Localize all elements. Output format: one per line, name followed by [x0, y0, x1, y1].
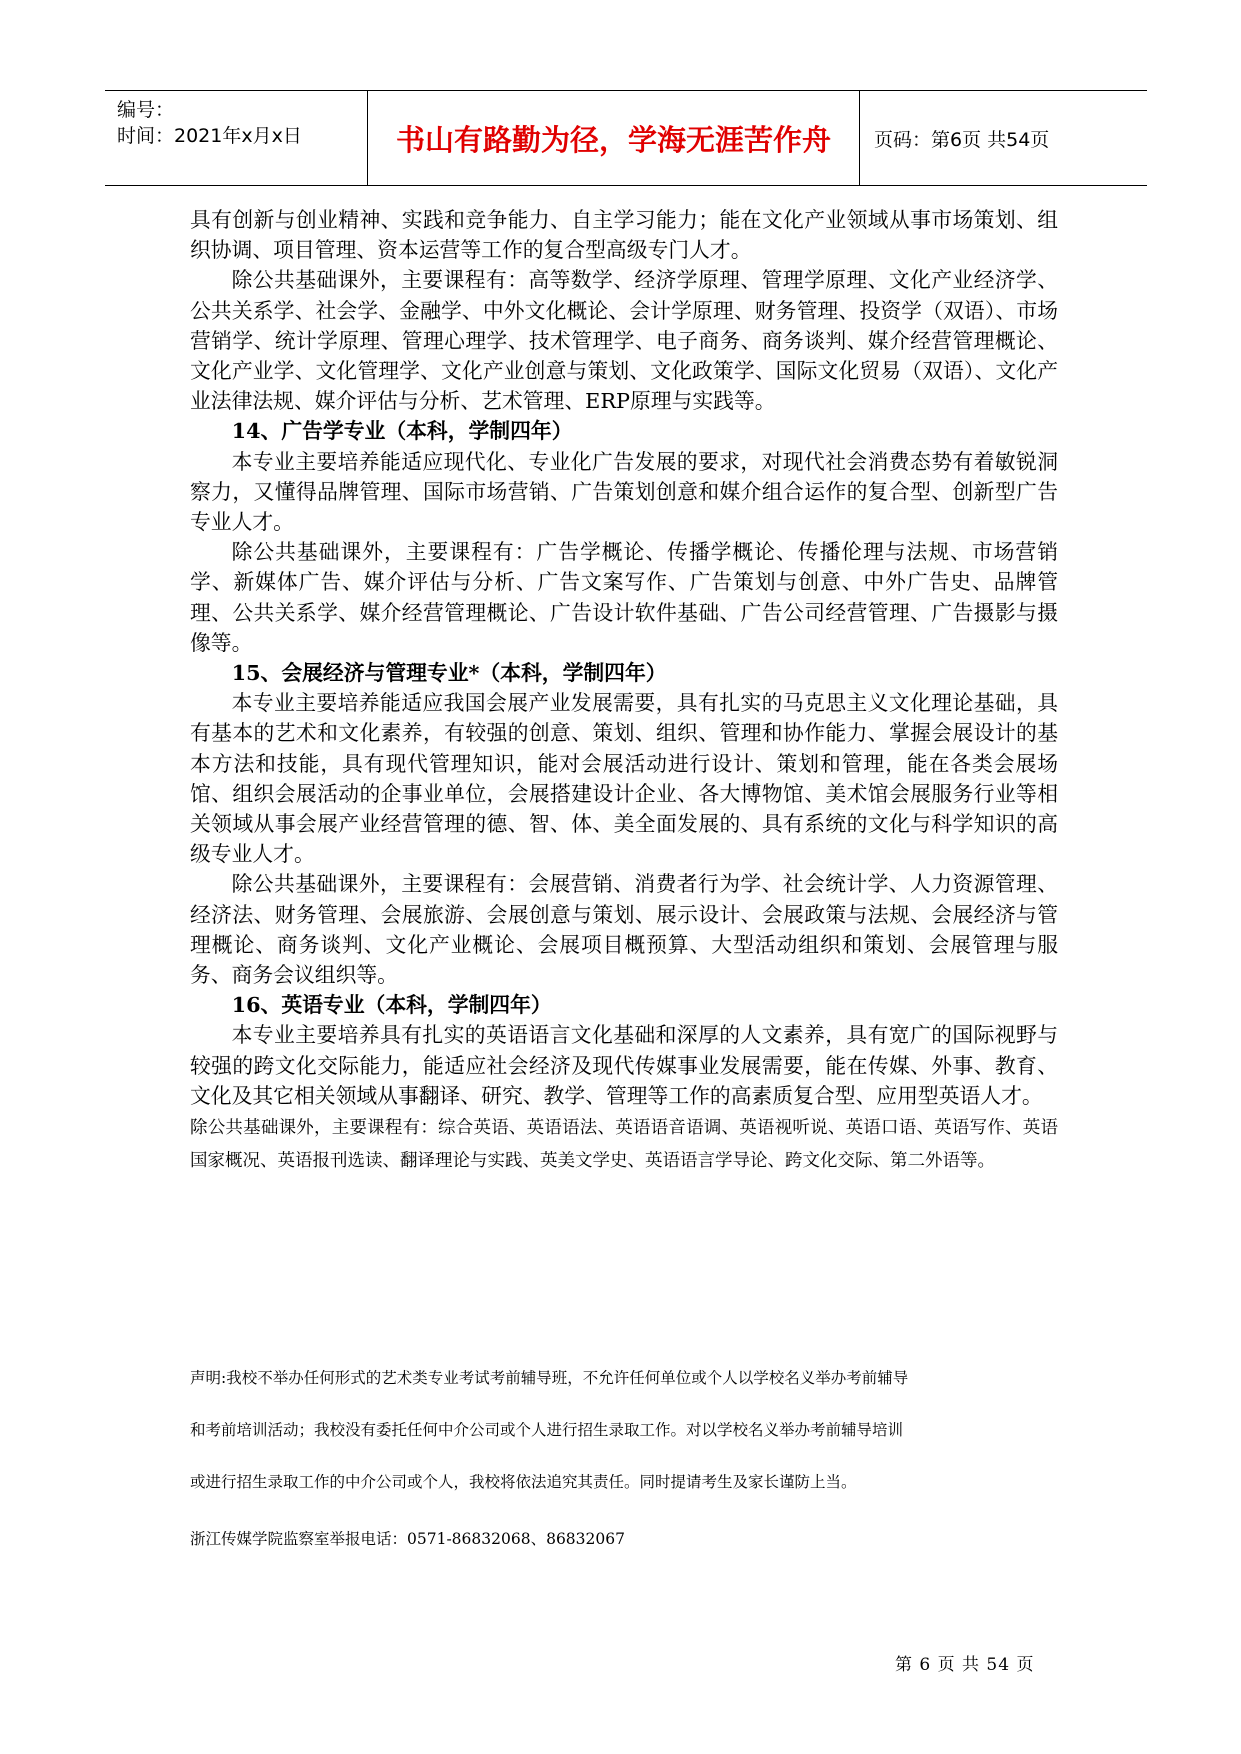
section-heading: 15、会展经济与管理专业*（本科，学制四年） [231, 660, 667, 686]
page-footer: 第 6 页 共 54 页 [895, 1655, 1035, 1675]
paragraph: 本专业主要培养具有扎实的英语语言文化基础和深厚的人文素养，具有宽广的国际视野与较强的跨文化交际能力，能适应社会经济及现代传媒事业发展需要，能在传媒、外事、教育、文化及其它相关领域从事翻译、研究、教学、管理等工作的高素质复合型、应用型英语人才。 [190, 1023, 1058, 1108]
paragraph: 除公共基础课外，主要课程有：高等数学、经济学原理、管理学原理、文化产业经济学、公共关系学、社会学、金融学、中外文化概论、会计学原理、财务管理、投资学（双语）、市场营销学、统计学原理、管理心理学、技术管理学、电子商务、商务谈判、媒介经营管理概论、文化产业学、文化管理学、文化产业创意与策划、文化政策学、国际文化贸易（双语）、文化产业法律法规、媒介评估与分析、艺术管理、ERP原理与实践等。 [190, 268, 1058, 414]
paragraph: 本专业主要培养能适应我国会展产业发展需要，具有扎实的马克思主义文化理论基础，具有基本的艺术和文化素养，有较强的创意、策划、组织、管理和协作能力、掌握会展设计的基本方法和技能，具有现代管理知识，能对会展活动进行设计、策划和管理，能在各类会展场馆、组织会展活动的企事业单位，会展搭建设计企业、各大博物馆、美术馆会展服务行业等相关领域从事会展产业经营管理的德、智、体、美全面发展的、具有系统的文化与科学知识的高级专业人才。 [190, 691, 1058, 867]
report-phone: 浙江传媒学院监察室举报电话：0571-86832068、86832067 [190, 1530, 625, 1548]
paragraph: 除公共基础课外，主要课程有：广告学概论、传播学概论、传播伦理与法规、市场营销学、新媒体广告、媒介评估与分析、广告文案写作、广告策划与创意、中外广告史、品牌管理、公共关系学、媒介经营管理概论、广告设计软件基础、广告公司经营管理、广告摄影与摄像等。 [190, 540, 1058, 655]
notice-line: 和考前培训活动；我校没有委托任何中介公司或个人进行招生录取工作。对以学校名义举办考前辅导培训 [190, 1421, 904, 1439]
paragraph: 具有创新与创业精神、实践和竞争能力、自主学习能力；能在文化产业领域从事市场策划、组织协调、项目管理、资本运营等工作的复合型高级专门人才。 [190, 208, 1058, 263]
paragraph: 除公共基础课外，主要课程有：综合英语、英语语法、英语语音语调、英语视听说、英语口语、英语写作、英语国家概况、英语报刊选读、翻译理论与实践、英美文学史、英语语言学导论、跨文化交际、第二外语等。 [190, 1118, 1058, 1172]
section-heading: 14、广告学专业（本科，学制四年） [231, 418, 573, 444]
paragraph: 本专业主要培养能适应现代化、专业化广告发展的要求，对现代社会消费态势有着敏锐洞察力，又懂得品牌管理、国际市场营销、广告策划创意和媒介组合运作的复合型、创新型广告专业人才。 [190, 449, 1058, 535]
document-number-label: 编号： [117, 99, 175, 121]
notice-statement [190, 1352, 1070, 1508]
section-heading: 16、英语专业（本科，学制四年） [231, 992, 552, 1018]
header-motto: 书山有路勤为径，学海无涯苦作舟 [395, 122, 831, 157]
document-time-label: 时间：2021年x月x日 [117, 125, 302, 147]
header-page-label: 页码：第6页 共54页 [874, 128, 1050, 151]
notice-line: 或进行招生录取工作的中介公司或个人，我校将依法追究其责任。同时提请考生及家长谨防上当。 [190, 1473, 857, 1491]
page-header [105, 90, 1147, 186]
document-body [190, 205, 1058, 1178]
header-meta [105, 91, 367, 185]
notice-line: 声明:我校不举办任何形式的艺术类专业考试考前辅导班，不允许任何单位或个人以学校名义举办考前辅导 [190, 1369, 909, 1387]
paragraph: 除公共基础课外，主要课程有：会展营销、消费者行为学、社会统计学、人力资源管理、经济法、财务管理、会展旅游、会展创意与策划、展示设计、会展政策与法规、会展经济与管理概论、商务谈判、文化产业概论、会展项目概预算、大型活动组织和策划、会展管理与服务、商务会议组织等。 [190, 872, 1058, 988]
